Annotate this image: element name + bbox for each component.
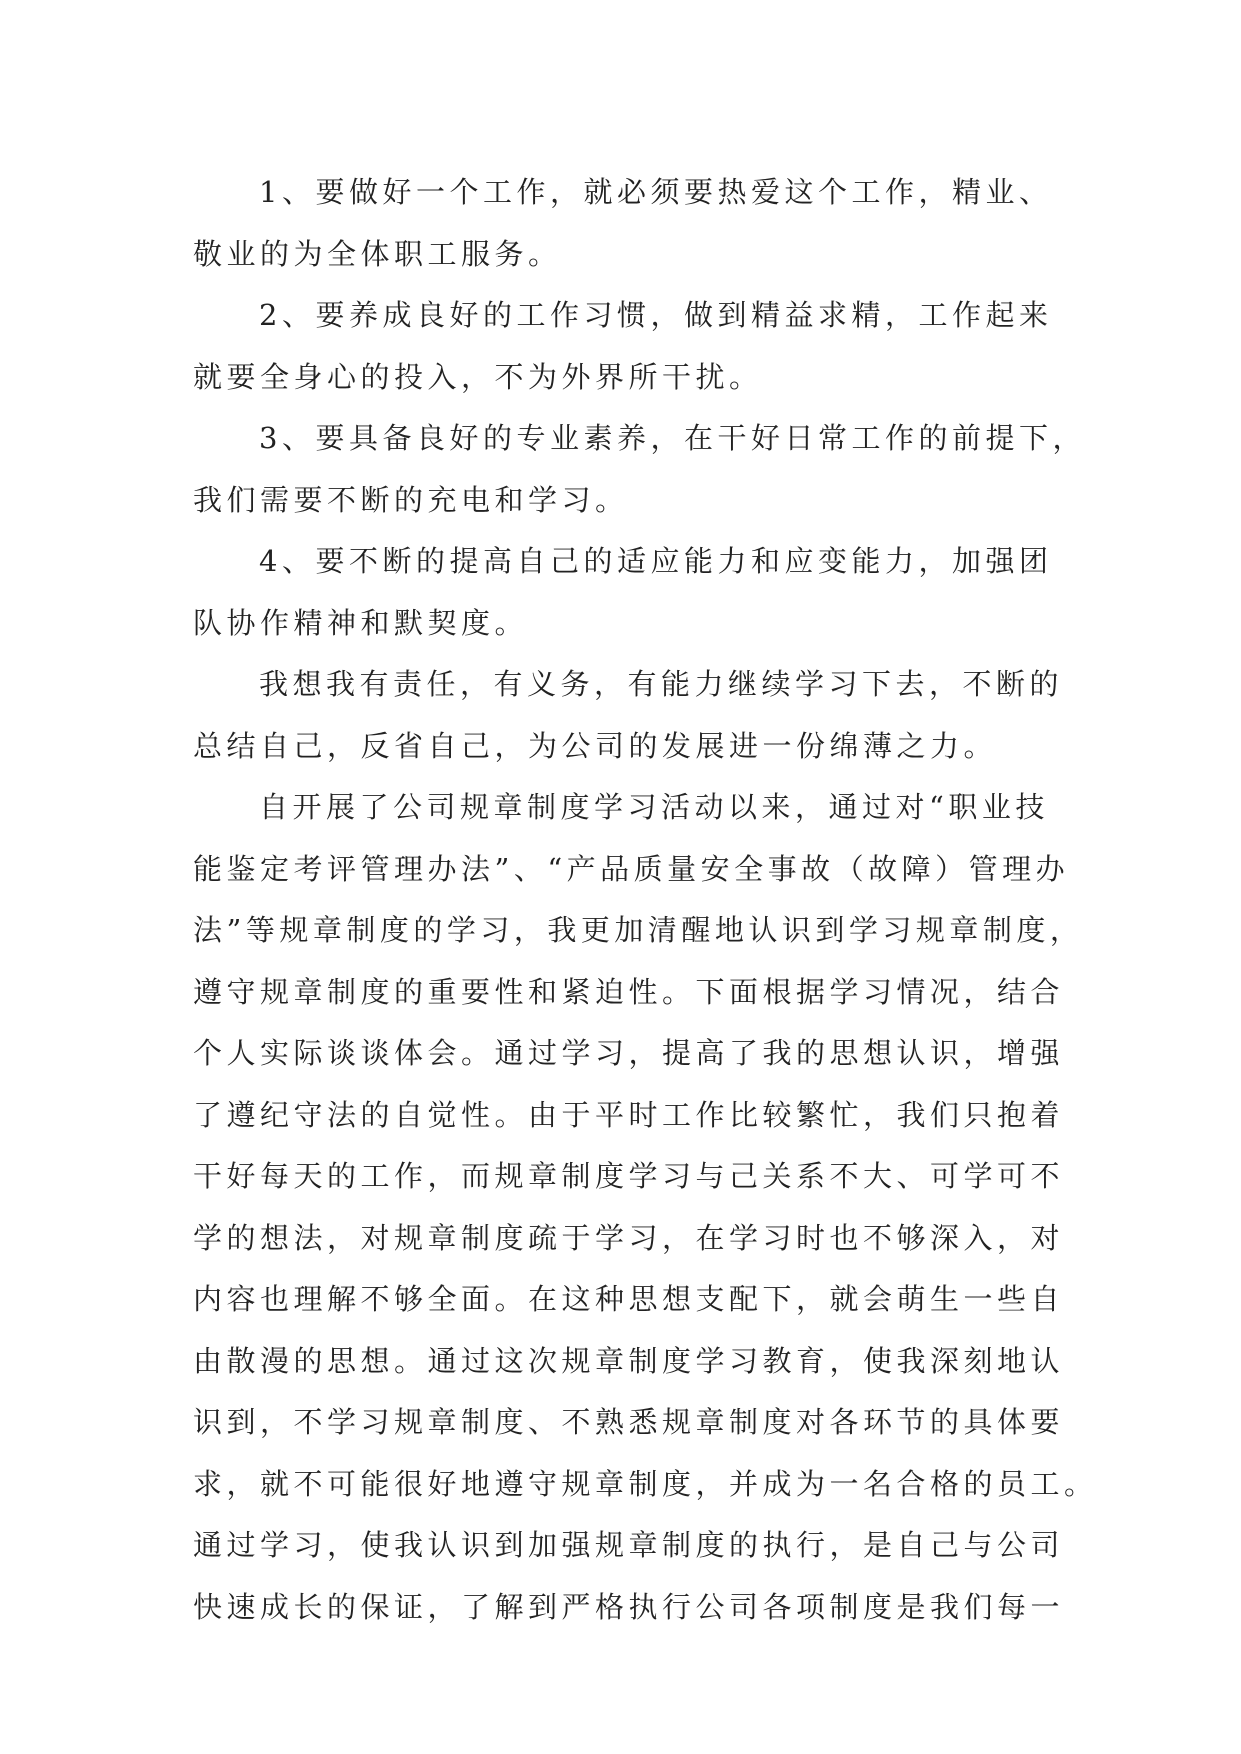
text-line: 遵守规章制度的重要性和紧迫性。下面根据学习情况，结合 (193, 974, 1065, 1009)
text-line: 2、要养成良好的工作习惯，做到精益求精，工作起来 (259, 298, 1053, 332)
paragraph-2 (193, 285, 1053, 408)
text-line: 个人实际谈谈体会。通过学习，提高了我的思想认识，增强 (193, 1036, 1065, 1070)
paragraph-6 (193, 777, 1098, 1638)
paragraph-4 (193, 531, 1053, 654)
paragraph-5 (193, 654, 1064, 777)
text-line: 4、要不断的提高自己的适应能力和应变能力，加强团 (259, 544, 1053, 578)
text-line: 内容也理解不够全面。在这种思想支配下，就会萌生一些自 (193, 1282, 1065, 1316)
text-line: 求，就不可能很好地遵守规章制度，并成为一名合格的员工。 (193, 1466, 1098, 1501)
text-line: 学的想法，对规章制度疏于学习，在学习时也不够深入，对 (193, 1220, 1065, 1255)
text-line: 由散漫的思想。通过这次规章制度学习教育，使我深刻地认 (193, 1343, 1065, 1378)
text-line: 干好每天的工作，而规章制度学习与己关系不大、可学可不 (193, 1159, 1065, 1193)
document-body (193, 162, 1098, 1638)
paragraph-3 (193, 408, 1086, 531)
text-line: 了遵纪守法的自觉性。由于平时工作比较繁忙，我们只抱着 (193, 1097, 1065, 1132)
paragraph-1 (193, 162, 1053, 285)
text-line: 1、要做好一个工作，就必须要热爱这个工作，精业、 (259, 175, 1053, 209)
text-line: 队协作精神和默契度。 (193, 605, 529, 640)
text-line: 快速成长的保证，了解到严格执行公司各项制度是我们每一 (193, 1589, 1065, 1624)
text-line: 3、要具备良好的专业素养，在干好日常工作的前提下， (259, 421, 1086, 455)
text-line: 识到，不学习规章制度、不熟悉规章制度对各环节的具体要 (193, 1405, 1065, 1439)
text-line: 法”等规章制度的学习，我更加清醒地认识到学习规章制度， (193, 913, 1084, 947)
text-line: 能鉴定考评管理办法”、“产品质量安全事故（故障）管理办 (193, 851, 1070, 886)
text-line: 自开展了公司规章制度学习活动以来，通过对“职业技 (259, 790, 1049, 824)
text-line: 总结自己，反省自己，为公司的发展进一份绵薄之力。 (193, 728, 998, 763)
text-line: 就要全身心的投入，不为外界所干扰。 (193, 359, 763, 394)
text-line: 敬业的为全体职工服务。 (193, 236, 562, 271)
text-line: 通过学习，使我认识到加强规章制度的执行，是自己与公司 (193, 1528, 1065, 1562)
text-line: 我想我有责任，有义务，有能力继续学习下去，不断的 (259, 667, 1064, 701)
text-line: 我们需要不断的充电和学习。 (193, 482, 629, 517)
